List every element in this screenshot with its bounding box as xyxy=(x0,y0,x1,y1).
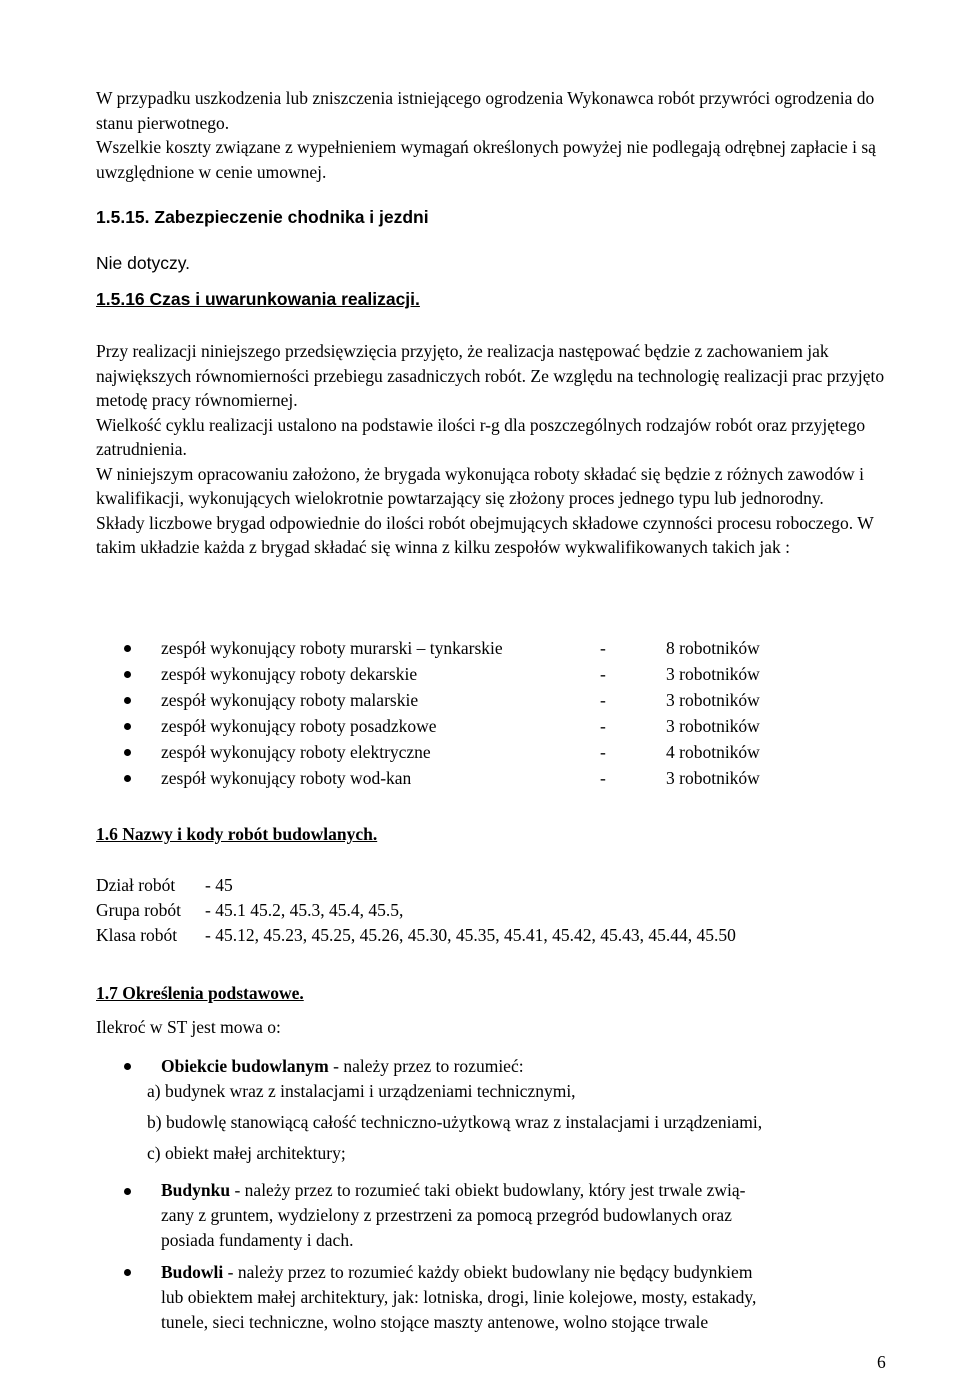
bullet-icon xyxy=(124,1188,131,1195)
code-label: Klasa robót xyxy=(96,925,178,945)
crew-name: zespół wykonujący roboty murarski – tynkarskie xyxy=(161,638,503,658)
crew-name: zespół wykonujący roboty posadzkowe xyxy=(161,716,437,736)
code-value: - 45.12, 45.23, 45.25, 45.26, 45.30, 45.35, 45.41, 45.42, 45.43, 45.44, 45.50 xyxy=(205,925,736,945)
crew-name: zespół wykonujący roboty wod-kan xyxy=(161,768,412,788)
bullet-icon xyxy=(124,671,131,678)
definition-obiekt-b: b) budowlę stanowiącą całość techniczno-użytkową wraz z instalacjami i urządzeniami, xyxy=(147,1112,763,1132)
code-label: Dział robót xyxy=(96,875,176,895)
section-1-5-15-body: Nie dotyczy. xyxy=(96,253,191,273)
crew-dash: - xyxy=(600,742,606,762)
code-value: - 45.1 45.2, 45.3, 45.4, 45.5, xyxy=(205,900,404,920)
section-1-5-16-paragraph-4: Składy liczbowe brygad odpowiednie do ilości robót obejmujących składowe czynności procesu roboczego. W takim układzie każda z brygad składać się winna z kilku zespołów wykwalifikowanych takich jak : xyxy=(96,512,874,557)
bullet-icon xyxy=(124,1269,131,1276)
crew-count: 3 robotników xyxy=(666,690,760,710)
definition-text: - należy przez to rozumieć taki obiekt budowlany, który jest trwale zwią- xyxy=(230,1180,746,1200)
bullet-icon xyxy=(124,775,131,782)
section-1-7-intro: Ilekroć w ST jest mowa o: xyxy=(96,1017,281,1037)
crew-count: 4 robotników xyxy=(666,742,760,762)
crew-name: zespół wykonujący roboty dekarskie xyxy=(161,664,418,684)
crew-count: 3 robotników xyxy=(666,664,760,684)
bullet-icon xyxy=(124,723,131,730)
definition-budowla-line-3: tunele, sieci techniczne, wolno stojące maszty antenowe, wolno stojące trwale xyxy=(161,1312,709,1332)
crew-dash: - xyxy=(600,638,606,658)
intro-paragraph-2: Wszelkie koszty związane z wypełnieniem wymagań określonych powyżej nie podlegają odrębnej zapłacie i są uwzględnione w cenie umownej. xyxy=(96,137,876,182)
section-1-5-16-heading: 1.5.16 Czas i uwarunkowania realizacji. xyxy=(96,289,420,309)
code-label: Grupa robót xyxy=(96,900,182,920)
definition-budowla-line-1 xyxy=(161,1262,752,1283)
section-1-5-16-paragraph-3: W niniejszym opracowaniu założono, że brygada wykonująca roboty składać się będzie z różnych zawodów i kwalifikacji, wykonujących wielokrotnie powtarzający się złożony proces jednego typu lub jednorodny. xyxy=(96,463,864,508)
definition-term: Budynku xyxy=(161,1180,231,1200)
crew-dash: - xyxy=(600,716,606,736)
definition-term: Budowli xyxy=(161,1262,224,1282)
definition-text: - należy przez to rozumieć: xyxy=(328,1056,524,1076)
definition-obiekt-a: a) budynek wraz z instalacjami i urządzeniami technicznymi, xyxy=(147,1081,576,1101)
bullet-icon xyxy=(124,1063,131,1070)
crew-dash: - xyxy=(600,664,606,684)
crew-count: 8 robotników xyxy=(666,638,760,658)
definition-budynek-line-3: posiada fundamenty i dach. xyxy=(161,1230,354,1250)
section-1-5-16-text xyxy=(96,339,886,560)
intro-paragraph-1: W przypadku uszkodzenia lub zniszczenia istniejącego ogrodzenia Wykonawca robót przywróci ogrodzenia do stanu pierwotnego. xyxy=(96,88,875,133)
intro-text xyxy=(96,86,886,184)
crew-name: zespół wykonujący roboty malarskie xyxy=(161,690,419,710)
crew-count: 3 robotników xyxy=(666,716,760,736)
definition-obiekt xyxy=(161,1056,524,1077)
page-number: 6 xyxy=(877,1352,886,1372)
definition-budynek-line-1 xyxy=(161,1180,746,1201)
definition-text: - należy przez to rozumieć każdy obiekt budowlany nie będący budynkiem xyxy=(223,1262,753,1282)
section-1-5-16-paragraph-2: Wielkość cyklu realizacji ustalono na podstawie ilości r-g dla poszczególnych rodzajów robót oraz przyjętego zatrudnienia. xyxy=(96,414,866,459)
bullet-icon xyxy=(124,697,131,704)
section-1-7-heading: 1.7 Określenia podstawowe. xyxy=(96,983,304,1003)
code-value: - 45 xyxy=(205,875,233,895)
section-1-5-15-heading: 1.5.15. Zabezpieczenie chodnika i jezdni xyxy=(96,207,429,227)
bullet-icon xyxy=(124,645,131,652)
crew-count: 3 robotników xyxy=(666,768,760,788)
section-1-5-16-paragraph-1: Przy realizacji niniejszego przedsięwzięcia przyjęto, że realizacja następować będzie z zachowaniem jak największych równomierności przebiegu zasadniczych robót. Ze względu na technologię realizacji prac przyjęto metodę pracy równomiernej. xyxy=(96,341,885,410)
definition-budynek-line-2: zany z gruntem, wydzielony z przestrzeni za pomocą przegród budowlanych oraz xyxy=(161,1205,732,1225)
definition-term: Obiekcie budowlanym xyxy=(161,1056,329,1076)
section-1-6-heading: 1.6 Nazwy i kody robót budowlanych. xyxy=(96,824,378,844)
definition-budowla-line-2: lub obiektem małej architektury, jak: lotniska, drogi, linie kolejowe, mosty, estakady, xyxy=(161,1287,757,1307)
crew-dash: - xyxy=(600,768,606,788)
bullet-icon xyxy=(124,749,131,756)
crew-name: zespół wykonujący roboty elektryczne xyxy=(161,742,431,762)
definition-obiekt-c: c) obiekt małej architektury; xyxy=(147,1143,346,1163)
crew-dash: - xyxy=(600,690,606,710)
